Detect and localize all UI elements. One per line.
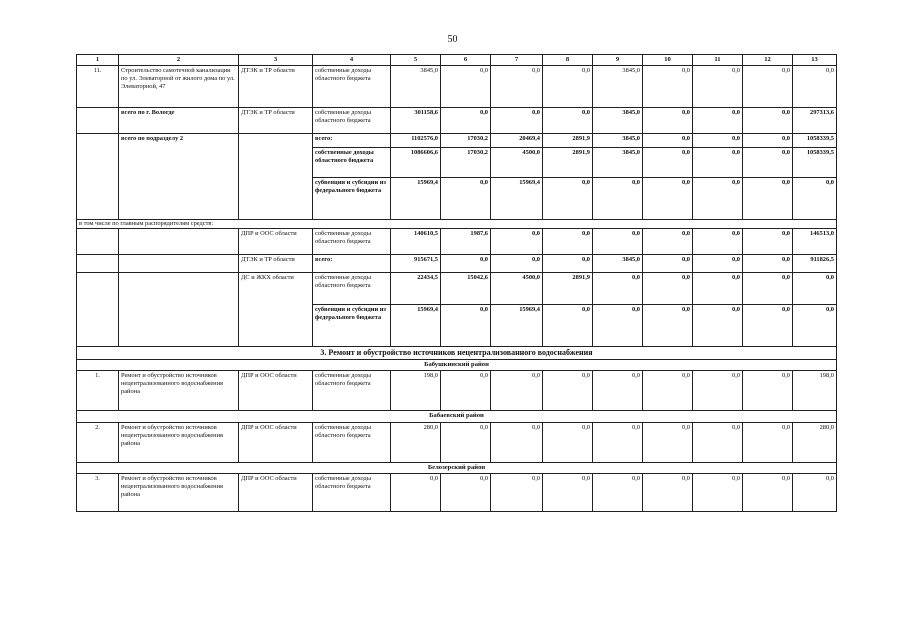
value-cell: 0,0 (441, 255, 491, 273)
value-cell: 911826,5 (793, 255, 837, 273)
value-cell: 0,0 (491, 66, 543, 108)
value-cell: 0,0 (693, 178, 743, 220)
value-cell: 17030,2 (441, 134, 491, 148)
row-source: субвенции и субсидии из федерального бюджета (313, 178, 391, 220)
value-cell: 22434,5 (391, 273, 441, 305)
value-cell: 0,0 (543, 229, 593, 255)
table-row (77, 229, 837, 255)
value-cell: 17030,2 (441, 148, 491, 178)
row-source: всего: (313, 134, 391, 148)
value-cell: 0,0 (543, 255, 593, 273)
value-cell: 0,0 (693, 66, 743, 108)
header-cell: 13 (793, 55, 837, 66)
value-cell: 15969,4 (391, 305, 441, 347)
row-responsible: ДПР и ООС области (239, 473, 313, 511)
value-cell: 915671,5 (391, 255, 441, 273)
value-cell: 0,0 (543, 66, 593, 108)
value-cell: 0,0 (593, 371, 643, 411)
header-cell: 2 (119, 55, 239, 66)
value-cell: 0,0 (693, 134, 743, 148)
value-cell: 0,0 (643, 305, 693, 347)
row-name: Ремонт и обустройство источников нецентрализованного водоснабжения района (119, 473, 239, 511)
district-title: Бабушкинский район (77, 360, 837, 371)
section-heading-row (77, 347, 837, 360)
value-cell: 0,0 (643, 229, 693, 255)
row-source: собственные доходы областного бюджета (313, 371, 391, 411)
table-row (77, 148, 837, 178)
row-source: всего: (313, 255, 391, 273)
value-cell: 0,0 (543, 305, 593, 347)
value-cell: 0,0 (441, 422, 491, 462)
value-cell: 0,0 (793, 178, 837, 220)
row-responsible: ДПР и ООС области (239, 229, 313, 255)
value-cell: 0,0 (593, 473, 643, 511)
row-name: Ремонт и обустройство источников нецентрализованного водоснабжения района (119, 371, 239, 411)
value-cell: 3845,0 (391, 66, 441, 108)
value-cell: 4500,0 (491, 273, 543, 305)
value-cell: 0,0 (491, 255, 543, 273)
row-source: собственные доходы областного бюджета (313, 108, 391, 134)
table-row (77, 255, 837, 273)
value-cell: 0,0 (743, 473, 793, 511)
value-cell: 0,0 (743, 255, 793, 273)
page-number: 50 (447, 34, 458, 45)
value-cell: 4500,0 (491, 148, 543, 178)
value-cell: 15969,4 (491, 305, 543, 347)
header-cell: 6 (441, 55, 491, 66)
value-cell: 0,0 (391, 473, 441, 511)
value-cell: 1987,6 (441, 229, 491, 255)
value-cell: 0,0 (793, 66, 837, 108)
value-cell: 280,0 (793, 422, 837, 462)
row-responsible: ДС и ЖКХ области (239, 273, 313, 305)
value-cell: 1086606,6 (391, 148, 441, 178)
value-cell: 0,0 (441, 66, 491, 108)
row-source: собственные доходы областного бюджета (313, 422, 391, 462)
value-cell: 0,0 (743, 371, 793, 411)
table-row (77, 422, 837, 462)
header-row (77, 55, 837, 66)
value-cell: 0,0 (543, 108, 593, 134)
table-row (77, 273, 837, 305)
value-cell: 2891,9 (543, 148, 593, 178)
value-cell: 280,0 (391, 422, 441, 462)
header-cell: 9 (593, 55, 643, 66)
row-responsible: ДТЭК и ТР области (239, 108, 313, 134)
value-cell: 0,0 (693, 422, 743, 462)
budget-table (76, 54, 837, 512)
value-cell: 140610,5 (391, 229, 441, 255)
value-cell: 0,0 (441, 473, 491, 511)
subheading: в том числе по главным распорядителям средств: (77, 220, 837, 229)
header-cell: 1 (77, 55, 119, 66)
row-number: 3. (77, 473, 119, 511)
table-row (77, 220, 837, 229)
row-source: собственные доходы областного бюджета (313, 229, 391, 255)
table-row (77, 66, 837, 108)
section-title: 3. Ремонт и обустройство источников нецентрализованного водоснабжения (77, 347, 837, 360)
row-source: собственные доходы областного бюджета (313, 473, 391, 511)
row-source: субвенции и субсидии из федерального бюджета (313, 305, 391, 347)
value-cell: 0,0 (643, 473, 693, 511)
value-cell: 0,0 (593, 305, 643, 347)
value-cell: 0,0 (441, 305, 491, 347)
row-number: 2. (77, 422, 119, 462)
table-row (77, 108, 837, 134)
value-cell: 0,0 (743, 273, 793, 305)
header-cell: 10 (643, 55, 693, 66)
value-cell: 0,0 (593, 178, 643, 220)
value-cell: 0,0 (643, 108, 693, 134)
header-cell: 4 (313, 55, 391, 66)
row-source: собственные доходы областного бюджета (313, 148, 391, 178)
district-title: Белозерский район (77, 462, 837, 473)
value-cell: 2891,9 (543, 273, 593, 305)
value-cell: 0,0 (593, 273, 643, 305)
value-cell: 0,0 (491, 371, 543, 411)
value-cell: 297313,6 (793, 108, 837, 134)
value-cell: 20469,4 (491, 134, 543, 148)
value-cell: 0,0 (491, 422, 543, 462)
value-cell: 0,0 (793, 305, 837, 347)
value-cell: 1058339,5 (793, 134, 837, 148)
value-cell: 0,0 (743, 178, 793, 220)
value-cell: 3845,0 (593, 66, 643, 108)
row-name: Строительство самотечной канализации по ул. Элеваторной от жилого дома по ул. Элеваторной, 47 (119, 66, 239, 108)
value-cell: 0,0 (693, 473, 743, 511)
value-cell: 0,0 (643, 273, 693, 305)
row-responsible: ДПР и ООС области (239, 371, 313, 411)
value-cell: 3845,0 (593, 108, 643, 134)
value-cell: 1102576,0 (391, 134, 441, 148)
value-cell: 0,0 (643, 66, 693, 108)
value-cell: 0,0 (643, 371, 693, 411)
value-cell: 15969,4 (491, 178, 543, 220)
value-cell: 0,0 (693, 229, 743, 255)
row-source: собственные доходы областного бюджета (313, 273, 391, 305)
value-cell: 0,0 (743, 422, 793, 462)
district-title: Бабаевский район (77, 411, 837, 422)
row-number: 1. (77, 371, 119, 411)
header-cell: 3 (239, 55, 313, 66)
row-source: собственные доходы областного бюджета (313, 66, 391, 108)
district-heading-row (77, 411, 837, 422)
value-cell: 198,0 (793, 371, 837, 411)
value-cell: 0,0 (793, 473, 837, 511)
value-cell: 0,0 (693, 273, 743, 305)
value-cell: 0,0 (693, 305, 743, 347)
value-cell: 0,0 (743, 229, 793, 255)
value-cell: 0,0 (643, 134, 693, 148)
header-cell: 12 (743, 55, 793, 66)
district-heading-row (77, 360, 837, 371)
value-cell: 3845,0 (593, 255, 643, 273)
header-cell: 5 (391, 55, 441, 66)
value-cell: 0,0 (693, 255, 743, 273)
header-cell: 11 (693, 55, 743, 66)
district-heading-row (77, 462, 837, 473)
value-cell: 0,0 (543, 422, 593, 462)
row-name: Ремонт и обустройство источников нецентрализованного водоснабжения района (119, 422, 239, 462)
value-cell: 0,0 (793, 273, 837, 305)
table-row (77, 305, 837, 347)
value-cell: 198,0 (391, 371, 441, 411)
value-cell: 0,0 (543, 371, 593, 411)
table-row (77, 473, 837, 511)
value-cell: 0,0 (743, 134, 793, 148)
value-cell: 0,0 (643, 148, 693, 178)
header-cell: 8 (543, 55, 593, 66)
value-cell: 15042,6 (441, 273, 491, 305)
table-row (77, 178, 837, 220)
value-cell: 0,0 (693, 148, 743, 178)
value-cell: 0,0 (643, 255, 693, 273)
value-cell: 1058339,5 (793, 148, 837, 178)
value-cell: 0,0 (743, 108, 793, 134)
table-row (77, 371, 837, 411)
row-number: 11. (77, 66, 119, 108)
value-cell: 15969,4 (391, 178, 441, 220)
value-cell: 0,0 (593, 422, 643, 462)
value-cell: 0,0 (441, 371, 491, 411)
row-responsible: ДТЭК и ТР области (239, 255, 313, 273)
row-name: всего по подразделу 2 (119, 134, 239, 148)
value-cell: 0,0 (743, 66, 793, 108)
value-cell: 3845,0 (593, 134, 643, 148)
value-cell: 0,0 (543, 178, 593, 220)
value-cell: 0,0 (693, 371, 743, 411)
value-cell: 146513,0 (793, 229, 837, 255)
value-cell: 0,0 (543, 473, 593, 511)
value-cell: 0,0 (743, 148, 793, 178)
value-cell: 0,0 (643, 422, 693, 462)
table-row (77, 134, 837, 148)
value-cell: 0,0 (491, 229, 543, 255)
value-cell: 0,0 (491, 108, 543, 134)
value-cell: 301158,6 (391, 108, 441, 134)
row-responsible: ДПР и ООС области (239, 422, 313, 462)
value-cell: 3845,0 (593, 148, 643, 178)
value-cell: 0,0 (643, 178, 693, 220)
value-cell: 2891,9 (543, 134, 593, 148)
header-cell: 7 (491, 55, 543, 66)
row-name: всего по г. Вологде (119, 108, 239, 134)
value-cell: 0,0 (593, 229, 643, 255)
row-responsible: ДТЭК и ТР области (239, 66, 313, 108)
value-cell: 0,0 (441, 178, 491, 220)
value-cell: 0,0 (693, 108, 743, 134)
value-cell: 0,0 (491, 473, 543, 511)
value-cell: 0,0 (441, 108, 491, 134)
value-cell: 0,0 (743, 305, 793, 347)
